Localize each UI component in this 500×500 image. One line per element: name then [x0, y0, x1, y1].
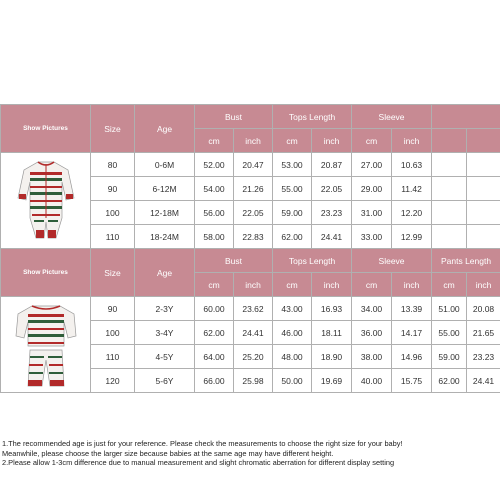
cell-empty	[432, 201, 467, 225]
cell-size: 100	[91, 321, 135, 345]
cell-size: 100	[91, 201, 135, 225]
cell-pants-inch: 23.23	[467, 345, 500, 369]
cell-size: 120	[91, 369, 135, 393]
cell-bust-cm: 60.00	[195, 297, 234, 321]
table1-sleeve-cm: cm	[352, 129, 392, 153]
table1-tops-length-header: Tops Length	[273, 105, 352, 129]
cell-size: 110	[91, 345, 135, 369]
cell-age: 0-6M	[135, 153, 195, 177]
cell-len-inch: 24.41	[312, 225, 352, 249]
cell-bust-inch: 25.98	[234, 369, 273, 393]
table2-sleeve-cm: cm	[352, 273, 392, 297]
cell-sleeve-inch: 11.42	[392, 177, 432, 201]
cell-len-inch: 20.87	[312, 153, 352, 177]
cell-sleeve-cm: 29.00	[352, 177, 392, 201]
table1-sleeve-header: Sleeve	[352, 105, 432, 129]
note-line-2: Meanwhile, please choose the larger size because babies at the same age may have different height.	[2, 448, 334, 458]
cell-age: 18-24M	[135, 225, 195, 249]
cell-sleeve-cm: 38.00	[352, 345, 392, 369]
table2-pants-length-header: Pants Length	[432, 249, 500, 273]
cell-empty	[467, 225, 500, 249]
table2-bust-header: Bust	[195, 249, 273, 273]
cell-len-inch: 19.69	[312, 369, 352, 393]
cell-sleeve-inch: 10.63	[392, 153, 432, 177]
table1-size-header: Size	[91, 105, 135, 153]
cell-bust-cm: 62.00	[195, 321, 234, 345]
cell-empty	[432, 177, 467, 201]
cell-sleeve-inch: 12.99	[392, 225, 432, 249]
cell-age: 12-18M	[135, 201, 195, 225]
table1-len-cm: cm	[273, 129, 312, 153]
cell-len-cm: 43.00	[273, 297, 312, 321]
cell-bust-cm: 66.00	[195, 369, 234, 393]
cell-len-cm: 62.00	[273, 225, 312, 249]
cell-bust-inch: 22.05	[234, 201, 273, 225]
cell-len-inch: 18.11	[312, 321, 352, 345]
table2-pants-cm: cm	[432, 273, 467, 297]
table2-age-header: Age	[135, 249, 195, 297]
cell-empty	[467, 153, 500, 177]
cell-bust-inch: 23.62	[234, 297, 273, 321]
table1-bust-inch: inch	[234, 129, 273, 153]
table2-sleeve-inch: inch	[392, 273, 432, 297]
cell-pants-cm: 55.00	[432, 321, 467, 345]
table1-empty-cm	[432, 129, 467, 153]
table1-sleeve-inch: inch	[392, 129, 432, 153]
cell-len-cm: 46.00	[273, 321, 312, 345]
cell-pants-cm: 62.00	[432, 369, 467, 393]
cell-sleeve-inch: 12.20	[392, 201, 432, 225]
cell-bust-inch: 25.20	[234, 345, 273, 369]
table2-header-row	[1, 249, 500, 273]
cell-empty	[467, 177, 500, 201]
table1-bust-header: Bust	[195, 105, 273, 129]
romper-picture	[1, 153, 91, 249]
cell-age: 6-12M	[135, 177, 195, 201]
cell-pants-cm: 51.00	[432, 297, 467, 321]
table1-empty-header	[432, 105, 500, 129]
cell-sleeve-inch: 15.75	[392, 369, 432, 393]
cell-sleeve-inch: 14.17	[392, 321, 432, 345]
note-line-3: 2.Please allow 1-3cm difference due to manual measurement and slight chromatic aberration for different display setting	[2, 458, 395, 468]
size-chart	[0, 104, 500, 468]
cell-len-inch: 16.93	[312, 297, 352, 321]
cell-bust-cm: 58.00	[195, 225, 234, 249]
cell-bust-cm: 56.00	[195, 201, 234, 225]
table2-len-cm: cm	[273, 273, 312, 297]
cell-sleeve-inch: 13.39	[392, 297, 432, 321]
cell-age: 4-5Y	[135, 345, 195, 369]
cell-sleeve-inch: 14.96	[392, 345, 432, 369]
cell-pants-inch: 24.41	[467, 369, 500, 393]
cell-size: 90	[91, 297, 135, 321]
table1-len-inch: inch	[312, 129, 352, 153]
cell-sleeve-cm: 27.00	[352, 153, 392, 177]
cell-len-cm: 59.00	[273, 201, 312, 225]
cell-age: 5-6Y	[135, 369, 195, 393]
cell-pants-inch: 21.65	[467, 321, 500, 345]
cell-bust-cm: 64.00	[195, 345, 234, 369]
table2-size-header: Size	[91, 249, 135, 297]
cell-len-cm: 48.00	[273, 345, 312, 369]
cell-len-inch: 22.05	[312, 177, 352, 201]
cell-sleeve-cm: 33.00	[352, 225, 392, 249]
table2-show-pictures-header: Show Pictures	[1, 249, 91, 297]
cell-pants-cm: 59.00	[432, 345, 467, 369]
cell-len-inch: 18.90	[312, 345, 352, 369]
romper-garment-image	[16, 158, 76, 244]
table2-pants-inch: inch	[467, 273, 500, 297]
table1-show-pictures-header: Show Pictures	[1, 105, 91, 153]
table2-bust-cm: cm	[195, 273, 234, 297]
cell-age: 3-4Y	[135, 321, 195, 345]
cell-bust-inch: 22.83	[234, 225, 273, 249]
table2-tops-length-header: Tops Length	[273, 249, 352, 273]
cell-bust-cm: 54.00	[195, 177, 234, 201]
table2-len-inch: inch	[312, 273, 352, 297]
table-row	[1, 297, 500, 321]
cell-bust-cm: 52.00	[195, 153, 234, 177]
cell-len-cm: 55.00	[273, 177, 312, 201]
table1-bust-cm: cm	[195, 129, 234, 153]
cell-len-cm: 53.00	[273, 153, 312, 177]
table1-empty-inch	[467, 129, 500, 153]
note-line-1: 1.The recommended age is just for your reference. Please check the measurements to choose the right size for your baby!	[2, 439, 403, 448]
cell-sleeve-cm: 36.00	[352, 321, 392, 345]
table1-age-header: Age	[135, 105, 195, 153]
pajama-set-picture	[1, 297, 91, 393]
cell-empty	[432, 153, 467, 177]
cell-bust-inch: 20.47	[234, 153, 273, 177]
cell-sleeve-cm: 34.00	[352, 297, 392, 321]
cell-sleeve-cm: 40.00	[352, 369, 392, 393]
table-row	[1, 153, 500, 177]
cell-empty	[467, 201, 500, 225]
table2-sleeve-header: Sleeve	[352, 249, 432, 273]
cell-size: 110	[91, 225, 135, 249]
cell-bust-inch: 21.26	[234, 177, 273, 201]
cell-bust-inch: 24.41	[234, 321, 273, 345]
table2-bust-inch: inch	[234, 273, 273, 297]
cell-len-cm: 50.00	[273, 369, 312, 393]
size-notes	[2, 439, 498, 468]
cell-sleeve-cm: 31.00	[352, 201, 392, 225]
table1-header-row	[1, 105, 500, 129]
pajama-set-garment-image	[14, 302, 78, 388]
cell-pants-inch: 20.08	[467, 297, 500, 321]
size-table	[0, 104, 500, 393]
cell-len-inch: 23.23	[312, 201, 352, 225]
cell-age: 2-3Y	[135, 297, 195, 321]
cell-size: 90	[91, 177, 135, 201]
cell-empty	[432, 225, 467, 249]
cell-size: 80	[91, 153, 135, 177]
